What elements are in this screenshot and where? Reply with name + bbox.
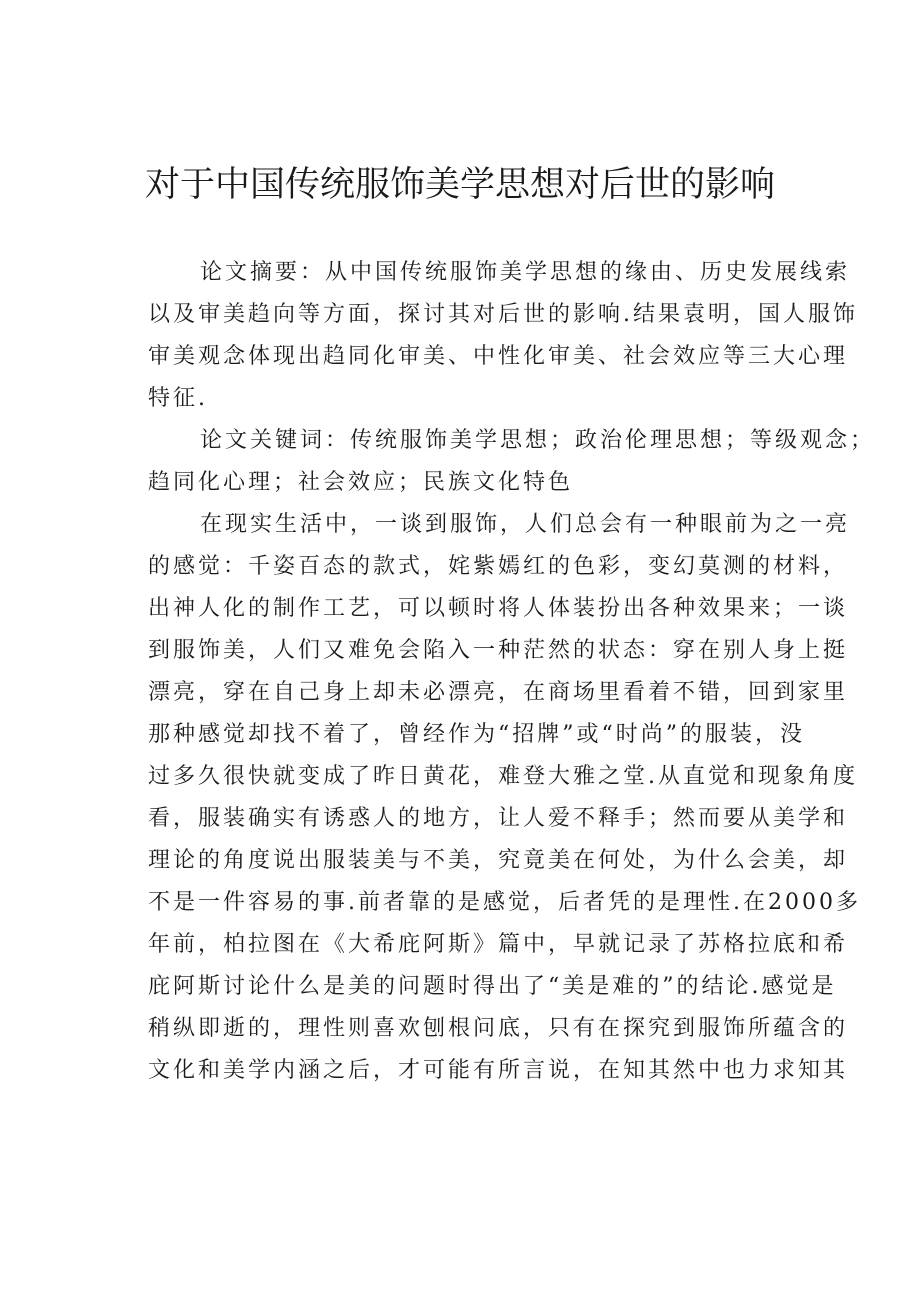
document-title: 对于中国传统服饰美学思想对后世的影响 [144, 165, 775, 205]
keywords-line: 趋同化心理；社会效应；民族文化特色 [148, 470, 574, 495]
body-line: 到服饰美，人们又难免会陷入一种茫然的状态：穿在别人身上挺 [148, 638, 849, 663]
body-line: 过多久很快就变成了昨日黄花，难登大雅之堂.从直觉和现象角度 [148, 764, 858, 789]
abstract-line: 特征. [148, 386, 208, 411]
body-line: 在现实生活中，一谈到服饰，人们总会有一种眼前为之一亮 [200, 512, 851, 537]
keywords-line: 论文关键词：传统服饰美学思想；政治伦理思想；等级观念； [200, 428, 876, 453]
abstract-line: 审美观念体现出趋同化审美、中性化审美、社会效应等三大心理 [148, 344, 849, 369]
body-line: 稍纵即逝的，理性则喜欢刨根问底，只有在探究到服饰所蕴含的 [148, 1016, 849, 1041]
body-line: 出神人化的制作工艺，可以顿时将人体装扮出各种效果来；一谈 [148, 596, 849, 621]
body-line: 庇阿斯讨论什么是美的问题时得出了“美是难的”的结论.感觉是 [148, 974, 837, 999]
body-line: 看，服装确实有诱惑人的地方，让人爱不释手；然而要从美学和 [148, 806, 849, 831]
body-line: 的感觉：千姿百态的款式，姹紫嫣红的色彩，变幻莫测的材料， [148, 554, 849, 579]
body-line: 不是一件容易的事.前者靠的是感觉，后者凭的是理性.在2000多 [148, 890, 861, 915]
body-line: 文化和美学内涵之后，才可能有所言说，在知其然中也力求知其 [148, 1058, 849, 1083]
abstract-line: 论文摘要：从中国传统服饰美学思想的缘由、历史发展线索 [200, 260, 851, 285]
body-line: 年前，柏拉图在《大希庇阿斯》篇中，早就记录了苏格拉底和希 [148, 932, 849, 957]
body-line: 漂亮，穿在自己身上却未必漂亮，在商场里看着不错，回到家里 [148, 680, 849, 705]
abstract-line: 以及审美趋向等方面，探讨其对后世的影响.结果袁明，国人服饰 [148, 302, 858, 327]
body-line: 理论的角度说出服装美与不美，究竟美在何处，为什么会美，却 [148, 848, 849, 873]
body-line: 那种感觉却找不着了，曾经作为“招牌”或“时尚”的服装，没 [148, 722, 805, 747]
document-body [148, 252, 876, 1092]
